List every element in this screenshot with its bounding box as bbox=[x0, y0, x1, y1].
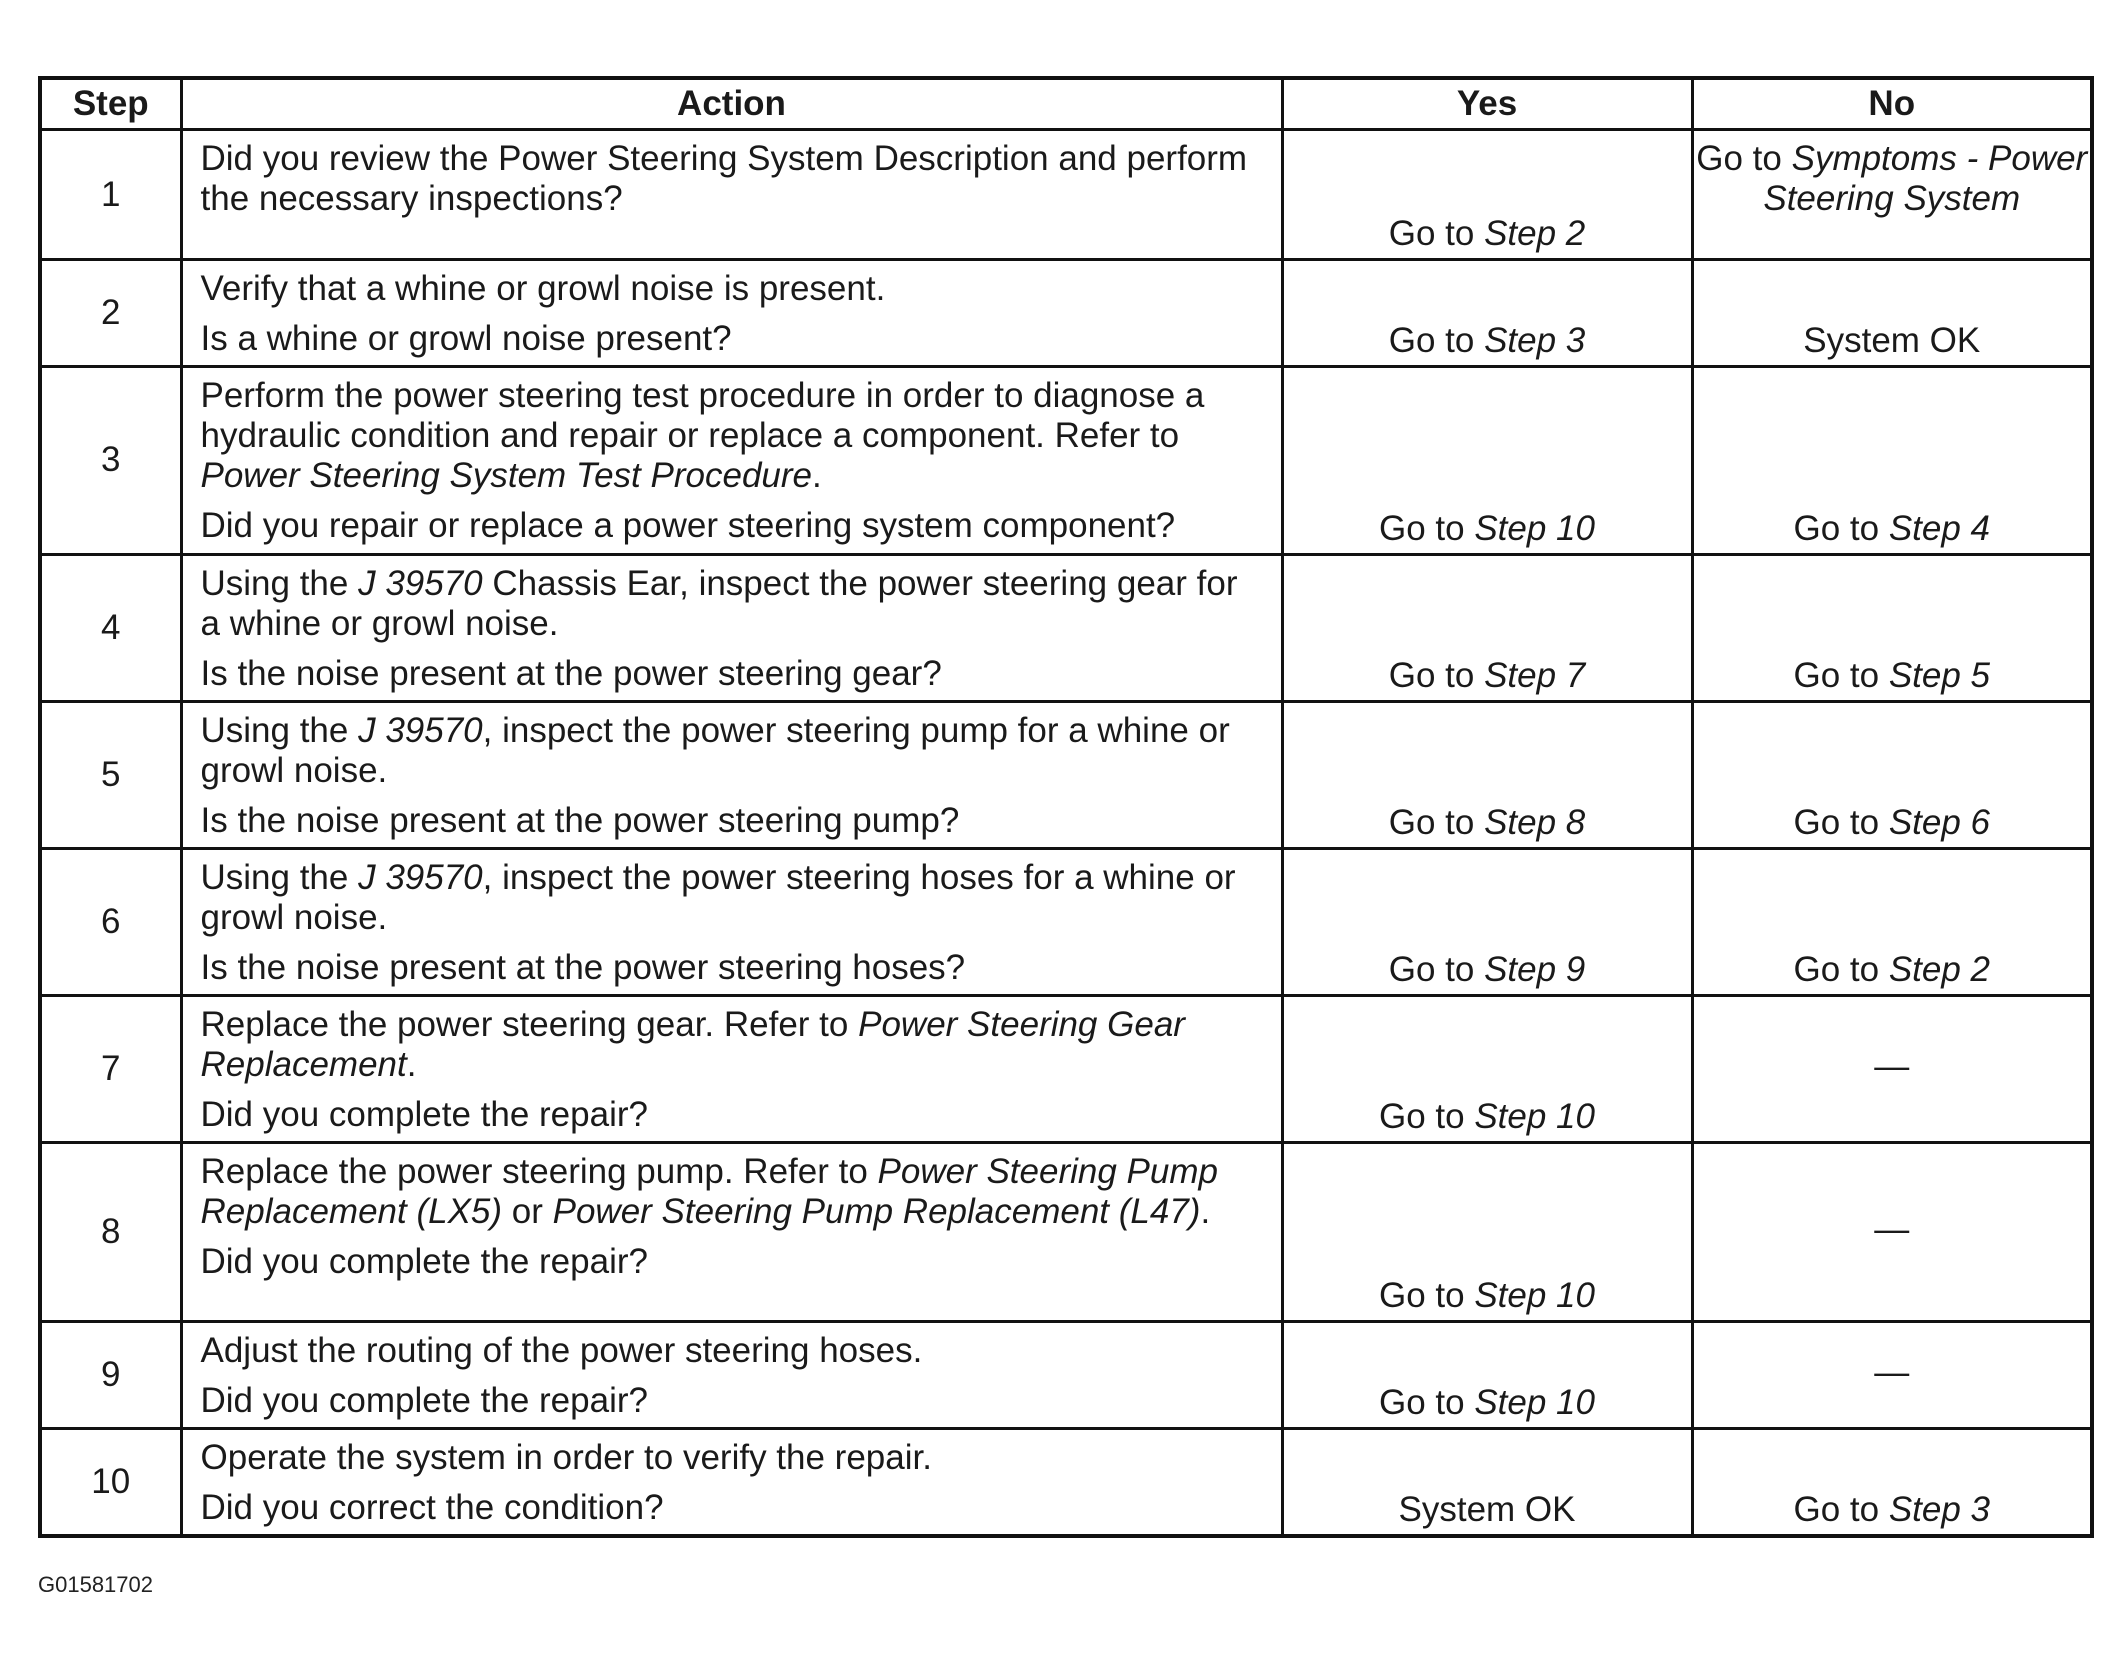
action-instruction bbox=[201, 858, 1263, 938]
yes-cell bbox=[1282, 701, 1692, 848]
yes-cell bbox=[1282, 1321, 1692, 1428]
reference-text: Step 5 bbox=[1888, 655, 1991, 695]
action-question bbox=[201, 1095, 1263, 1135]
action-cell bbox=[181, 701, 1282, 848]
text-run: Go to bbox=[1793, 950, 1889, 990]
diagnostic-table bbox=[38, 76, 2094, 1538]
yes-cell bbox=[1282, 1428, 1692, 1536]
reference-text: Step 2 bbox=[1484, 214, 1586, 254]
step-number: 5 bbox=[40, 701, 181, 848]
action-cell bbox=[181, 848, 1282, 995]
text-run: — bbox=[1874, 1210, 1910, 1250]
text-run: Chassis Ear, inspect the power steering gear for a whine or growl noise. bbox=[200, 563, 1238, 643]
action-cell bbox=[181, 554, 1282, 701]
text-run: . bbox=[1200, 1192, 1211, 1232]
reference-text: J 39570 bbox=[358, 563, 483, 603]
text-run: or bbox=[502, 1192, 553, 1232]
text-run: Go to bbox=[1379, 508, 1475, 548]
step-number: 8 bbox=[40, 1143, 181, 1321]
action-instruction bbox=[201, 1438, 1263, 1478]
text-run: Perform the power steering test procedure in order to diagnose a hydraulic condition and repair or replace a component. Refer to bbox=[200, 376, 1205, 456]
action-question bbox=[201, 801, 1263, 841]
table-row bbox=[40, 1143, 2092, 1321]
text-run: , inspect the power steering pump for a whine or growl noise. bbox=[200, 710, 1230, 790]
text-run: , inspect the power steering hoses for a whine or growl noise. bbox=[200, 857, 1236, 937]
reference-text: Step 2 bbox=[1888, 950, 1991, 990]
yes-cell bbox=[1282, 996, 1692, 1143]
table-row bbox=[40, 996, 2092, 1143]
reference-text: Step 8 bbox=[1484, 802, 1586, 842]
text-run: Using the bbox=[200, 563, 359, 603]
step-number: 7 bbox=[40, 996, 181, 1143]
action-instruction bbox=[201, 1152, 1263, 1232]
action-cell bbox=[181, 1321, 1282, 1428]
step-number: 1 bbox=[40, 130, 181, 260]
text-run: System OK bbox=[1398, 1490, 1576, 1529]
text-run: Go to bbox=[1379, 1097, 1475, 1137]
action-instruction bbox=[201, 564, 1263, 644]
text-run: Go to bbox=[1388, 802, 1485, 842]
reference-text: Step 7 bbox=[1484, 655, 1586, 695]
table-row bbox=[40, 848, 2092, 995]
text-run: Replace the power steering pump. Refer to bbox=[200, 1152, 878, 1192]
yes-cell bbox=[1282, 130, 1692, 260]
yes-cell bbox=[1282, 554, 1692, 701]
step-number: 2 bbox=[40, 260, 181, 367]
step-number: 3 bbox=[40, 367, 181, 554]
text-run: Go to bbox=[1388, 655, 1485, 695]
text-run: Is the noise present at the power steering hoses? bbox=[200, 947, 966, 987]
action-instruction bbox=[201, 1331, 1263, 1371]
table-row bbox=[40, 1428, 2092, 1536]
text-run: Go to bbox=[1388, 950, 1485, 990]
no-cell bbox=[1692, 701, 2092, 848]
yes-cell bbox=[1282, 367, 1692, 554]
reference-text: Step 6 bbox=[1888, 802, 1991, 842]
action-instruction bbox=[201, 139, 1263, 219]
text-run: Did you repair or replace a power steering system component? bbox=[200, 506, 1176, 546]
text-run: System OK bbox=[1803, 321, 1981, 361]
yes-cell bbox=[1282, 1143, 1692, 1321]
reference-text: Power Steering System Test Procedure bbox=[200, 456, 812, 496]
action-cell bbox=[181, 1143, 1282, 1321]
action-question bbox=[201, 1242, 1263, 1282]
action-question bbox=[201, 948, 1263, 988]
header-row bbox=[40, 78, 2092, 130]
reference-text: J 39570 bbox=[358, 857, 483, 897]
text-run: Go to bbox=[1379, 1275, 1475, 1315]
text-run: Adjust the routing of the power steering hoses. bbox=[200, 1330, 923, 1370]
reference-text: Power Steering Pump Replacement (L47) bbox=[552, 1192, 1201, 1232]
text-run: Go to bbox=[1793, 1490, 1889, 1529]
text-run: Go to bbox=[1793, 655, 1889, 695]
table-body bbox=[40, 130, 2092, 1537]
text-run: Go to bbox=[1793, 802, 1889, 842]
reference-text: Power Steering Gear Replacement bbox=[200, 1005, 1185, 1085]
text-run: Verify that a whine or growl noise is present. bbox=[200, 269, 886, 309]
step-number: 9 bbox=[40, 1321, 181, 1428]
header-yes: Yes bbox=[1282, 78, 1692, 130]
no-cell bbox=[1692, 367, 2092, 554]
action-cell bbox=[181, 130, 1282, 260]
header-no: No bbox=[1692, 78, 2092, 130]
step-number: 6 bbox=[40, 848, 181, 995]
header-step: Step bbox=[40, 78, 181, 130]
action-cell bbox=[181, 260, 1282, 367]
action-instruction bbox=[201, 1005, 1263, 1085]
text-run: Is the noise present at the power steering gear? bbox=[200, 653, 942, 693]
action-instruction bbox=[201, 711, 1263, 791]
reference-text: J 39570 bbox=[358, 710, 483, 750]
figure-id: G01581702 bbox=[38, 1572, 153, 1597]
step-number: 4 bbox=[40, 554, 181, 701]
reference-text: Step 10 bbox=[1474, 508, 1595, 548]
header-action: Action bbox=[181, 78, 1282, 130]
text-run: Is a whine or growl noise present? bbox=[200, 319, 732, 359]
reference-text: Step 3 bbox=[1888, 1490, 1991, 1529]
yes-cell bbox=[1282, 260, 1692, 367]
action-question bbox=[201, 319, 1263, 359]
no-cell bbox=[1692, 996, 2092, 1143]
reference-text: Step 10 bbox=[1474, 1275, 1595, 1315]
text-run: Using the bbox=[200, 710, 359, 750]
no-cell bbox=[1692, 260, 2092, 367]
no-cell bbox=[1692, 554, 2092, 701]
text-run: Did you complete the repair? bbox=[200, 1242, 648, 1282]
step-number: 10 bbox=[40, 1428, 181, 1536]
action-instruction bbox=[201, 269, 1263, 309]
action-instruction bbox=[201, 376, 1263, 496]
text-run: — bbox=[1874, 1352, 1910, 1392]
reference-text: Power Steering Pump Replacement (LX5) bbox=[200, 1152, 1218, 1232]
reference-text: Symptoms - Power Steering System bbox=[1763, 139, 2088, 218]
no-cell bbox=[1692, 848, 2092, 995]
table-row bbox=[40, 554, 2092, 701]
text-run: Go to bbox=[1388, 321, 1485, 361]
text-run: Did you correct the condition? bbox=[200, 1487, 664, 1527]
text-run: — bbox=[1874, 1047, 1910, 1087]
reference-text: Step 9 bbox=[1484, 950, 1586, 990]
action-cell bbox=[181, 367, 1282, 554]
no-cell bbox=[1692, 1321, 2092, 1428]
action-question bbox=[201, 506, 1263, 546]
text-run: . bbox=[812, 456, 822, 496]
text-run: Go to bbox=[1388, 214, 1485, 254]
no-cell bbox=[1692, 1428, 2092, 1536]
text-run: Replace the power steering gear. Refer to bbox=[200, 1005, 859, 1045]
text-run: Operate the system in order to verify the repair. bbox=[200, 1437, 932, 1477]
yes-cell bbox=[1282, 848, 1692, 995]
action-question bbox=[201, 1381, 1263, 1421]
table-row bbox=[40, 701, 2092, 848]
text-run: Did you review the Power Steering System Description and perform the necessary inspections? bbox=[200, 139, 1248, 218]
reference-text: Step 10 bbox=[1474, 1097, 1595, 1137]
text-run: Is the noise present at the power steering pump? bbox=[200, 800, 960, 840]
action-cell bbox=[181, 1428, 1282, 1536]
action-question bbox=[201, 654, 1263, 694]
action-question bbox=[201, 1488, 1263, 1528]
table-row bbox=[40, 130, 2092, 260]
text-run: Using the bbox=[200, 857, 359, 897]
text-run: Go to bbox=[1379, 1382, 1475, 1422]
text-run: Go to bbox=[1793, 508, 1889, 548]
no-cell bbox=[1692, 130, 2092, 260]
text-run: . bbox=[406, 1045, 417, 1085]
no-cell bbox=[1692, 1143, 2092, 1321]
reference-text: Step 10 bbox=[1474, 1382, 1595, 1422]
table-row bbox=[40, 1321, 2092, 1428]
reference-text: Step 3 bbox=[1484, 321, 1586, 361]
table-row bbox=[40, 260, 2092, 367]
text-run: Did you complete the repair? bbox=[200, 1380, 648, 1420]
reference-text: Step 4 bbox=[1888, 508, 1991, 548]
text-run: Did you complete the repair? bbox=[200, 1095, 648, 1135]
table-row bbox=[40, 367, 2092, 554]
action-cell bbox=[181, 996, 1282, 1143]
text-run: Go to bbox=[1696, 139, 1792, 178]
